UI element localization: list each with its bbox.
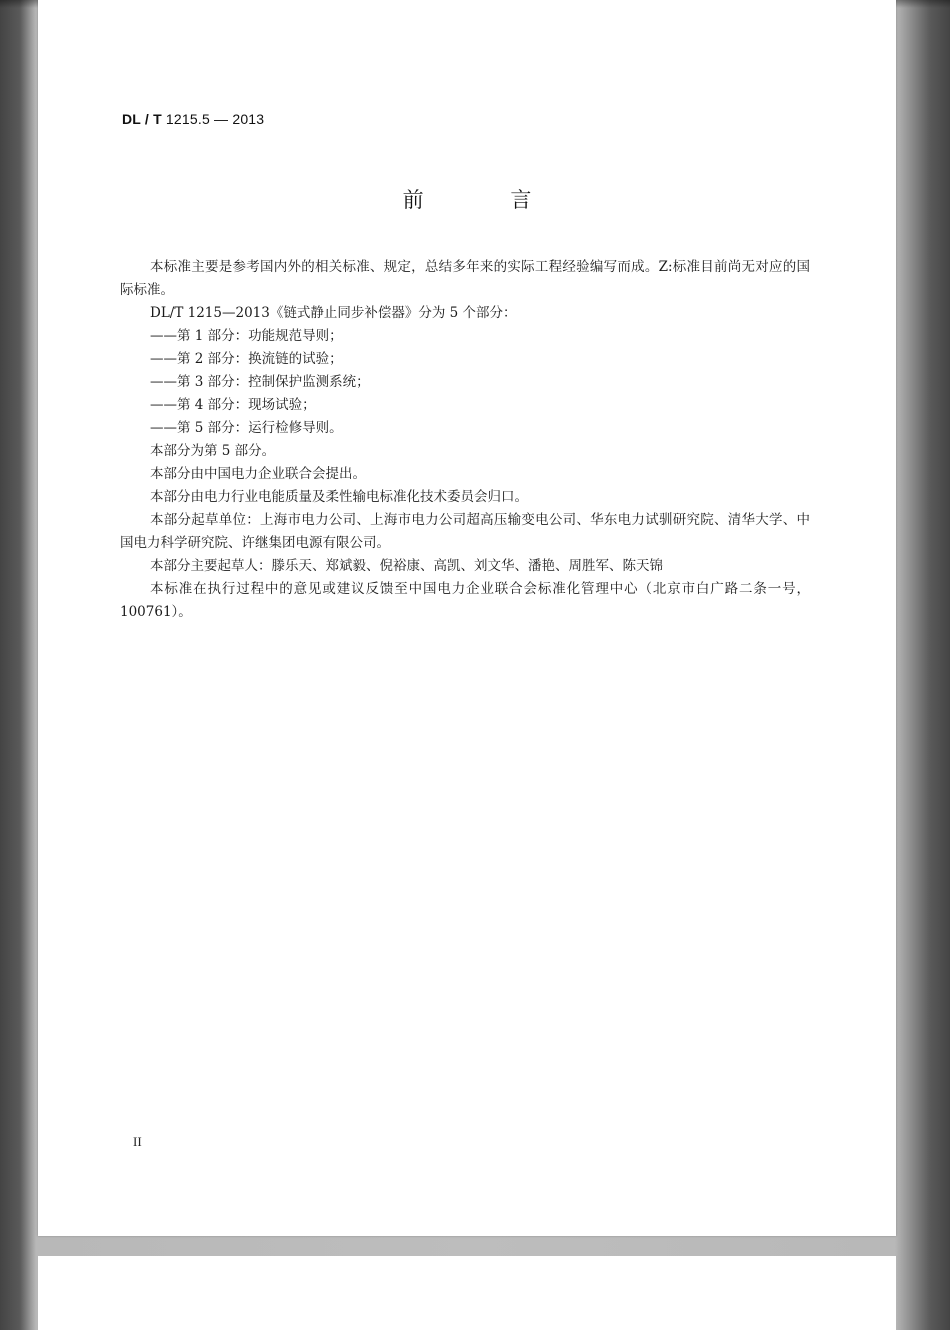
next-page-preview — [38, 1256, 896, 1330]
list-item: ——第 1 部分：功能规范导则； — [150, 328, 343, 344]
paragraph: 本部分起草单位：上海市电力公司、上海市电力公司超高压输变电公司、华东电力试驯研究院、清华大学、中国电力科学研究院、许继集团电源有限公司。 — [120, 512, 810, 551]
list-item: ——第 4 部分：现场试验； — [150, 397, 316, 413]
paragraph: 本部分主要起草人：滕乐天、郑斌毅、倪裕康、高凯、刘文华、潘艳、周胜军、陈天锦 — [150, 558, 663, 574]
paragraph: 本标准主要是参考国内外的相关标准、规定，总结多年来的实际工程经验编写而成。Z:标准目前尚无对应的国际标准。 — [120, 259, 810, 298]
page-title: 前 言 — [402, 188, 572, 212]
document-page — [38, 0, 896, 1236]
list-item: ——第 2 部分：换流链的试验； — [150, 351, 343, 367]
page-number: II — [133, 1134, 142, 1149]
paragraph: DL/T 1215—2013《链式静止同步补偿器》分为 5 个部分： — [150, 305, 517, 321]
standard-number: 1215.5 — 2013 — [161, 111, 265, 127]
paragraph: 本标准在执行过程中的意见或建议反馈至中国电力企业联合会标准化管理中心（北京市白广路二条一号，100761）。 — [120, 581, 810, 620]
paragraph: 本部分由中国电力企业联合会提出。 — [150, 466, 366, 482]
list-item: ——第 3 部分：控制保护监测系统； — [150, 374, 370, 390]
foreword-body — [120, 256, 810, 624]
standard-prefix: DL / T — [122, 111, 162, 127]
standard-code-header — [122, 111, 264, 127]
paragraph: 本部分为第 5 部分。 — [150, 443, 276, 459]
list-item: ——第 5 部分：运行检修导则。 — [150, 420, 343, 436]
paragraph: 本部分由电力行业电能质量及柔性输电标准化技术委员会归口。 — [150, 489, 528, 505]
